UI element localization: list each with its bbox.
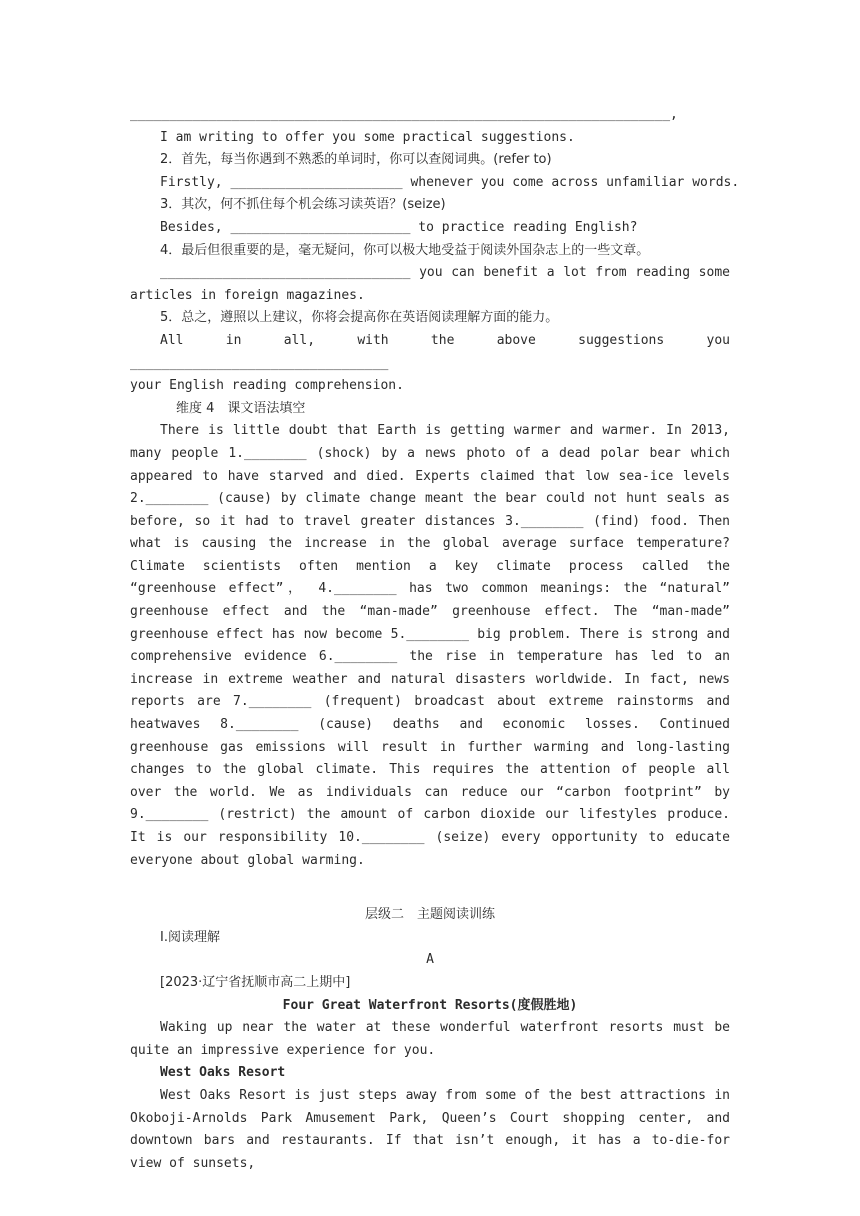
sentence-4-english-line-2: articles in foreign magazines. [130, 287, 365, 303]
reading-section-label: Ⅰ.阅读理解 [160, 929, 220, 945]
sentence-5-english-line-1[interactable]: All in all, with the above suggestions you _________________________________ [130, 332, 730, 371]
passage-source: [2023·辽宁省抚顺市高二上期中] [160, 974, 351, 990]
passage-title: Four Great Waterfront Resorts(度假胜地) [282, 997, 578, 1013]
sentence-4-english-line-1[interactable]: ________________________________ you can benefit a lot from reading some [160, 265, 730, 281]
sentence-3-chinese: 3．其次，何不抓住每个机会练习读英语？(seize) [160, 197, 446, 213]
grammar-fill-passage[interactable]: There is little doubt that Earth is getting warmer and warmer. In 2013, many people 1.________ (shock) by a news photo of a dead polar bear which appeared to have starved and died. Experts claimed that low sea-ice levels 2.________ (cause) by climate change meant the bear could not hunt seals as before, so it had to travel greater distances 3.________ (find) food. Then what is causing the increase in the global average surface temperature? Climate scientists often mention a key climate process called the “greenhouse effect”， 4.________ has two common meanings: the “natural” greenhouse effect and the “man-made” greenhouse effect. The “man-made” greenhouse effect has now become 5.________ big problem. There is strong and comprehensive evidence 6.________ the rise in temperature has led to an increase in extreme weather and natural disasters worldwide. In fact, news reports are 7.________ (frequent) broadcast about extreme rainstorms and heatwaves 8.________ (cause) deaths and economic losses. Continued greenhouse gas emissions will result in further warming and long-lasting changes to the global climate. This requires the attention of people all over the world. We as individuals can reduce our “carbon footprint” by 9.________ (restrict) the amount of carbon dioxide our lifestyles produce. It is our responsibility 10.________ (seize) every opportunity to educate everyone about global warming. [130, 423, 730, 868]
passage-letter: A [426, 952, 434, 968]
section-spacer [130, 872, 730, 904]
sentence-1-english: I am writing to offer you some practical suggestions. [160, 129, 575, 145]
sentence-5-english-line-2: your English reading comprehension. [130, 378, 404, 394]
answer-blank-line[interactable]: _____________________________________________________________________, [130, 107, 678, 122]
level-heading: 层级二 主题阅读训练 [364, 907, 495, 923]
sentence-4-chinese: 4．最后但很重要的是，毫无疑问，你可以极大地受益于阅读外国杂志上的一些文章。 [160, 242, 650, 258]
grammar-section-heading: 维度 4 课文语法填空 [176, 400, 306, 416]
document-page [130, 104, 740, 1175]
sentence-2-english[interactable]: Firstly, ______________________ whenever you come across unfamiliar words. [160, 174, 740, 190]
sentence-2-chinese: 2．首先，每当你遇到不熟悉的单词时，你可以查阅词典。(refer to) [160, 152, 552, 168]
resort-description: West Oaks Resort is just steps away from some of the best attractions in Okoboji-Arnolds Park Amusement Park, Queen’s Court shopping center, and downtown bars and restaurants. If that isn’t enough, it has a to-die-for view of sunsets, [130, 1087, 730, 1171]
passage-intro: Waking up near the water at these wonderful waterfront resorts must be quite an impressive experience for you. [130, 1020, 730, 1058]
sentence-5-chinese: 5．总之，遵照以上建议，你将会提高你在英语阅读理解方面的能力。 [160, 310, 559, 326]
sentence-3-english[interactable]: Besides, _______________________ to practice reading English? [160, 219, 638, 235]
resort-subheading: West Oaks Resort [160, 1065, 286, 1081]
